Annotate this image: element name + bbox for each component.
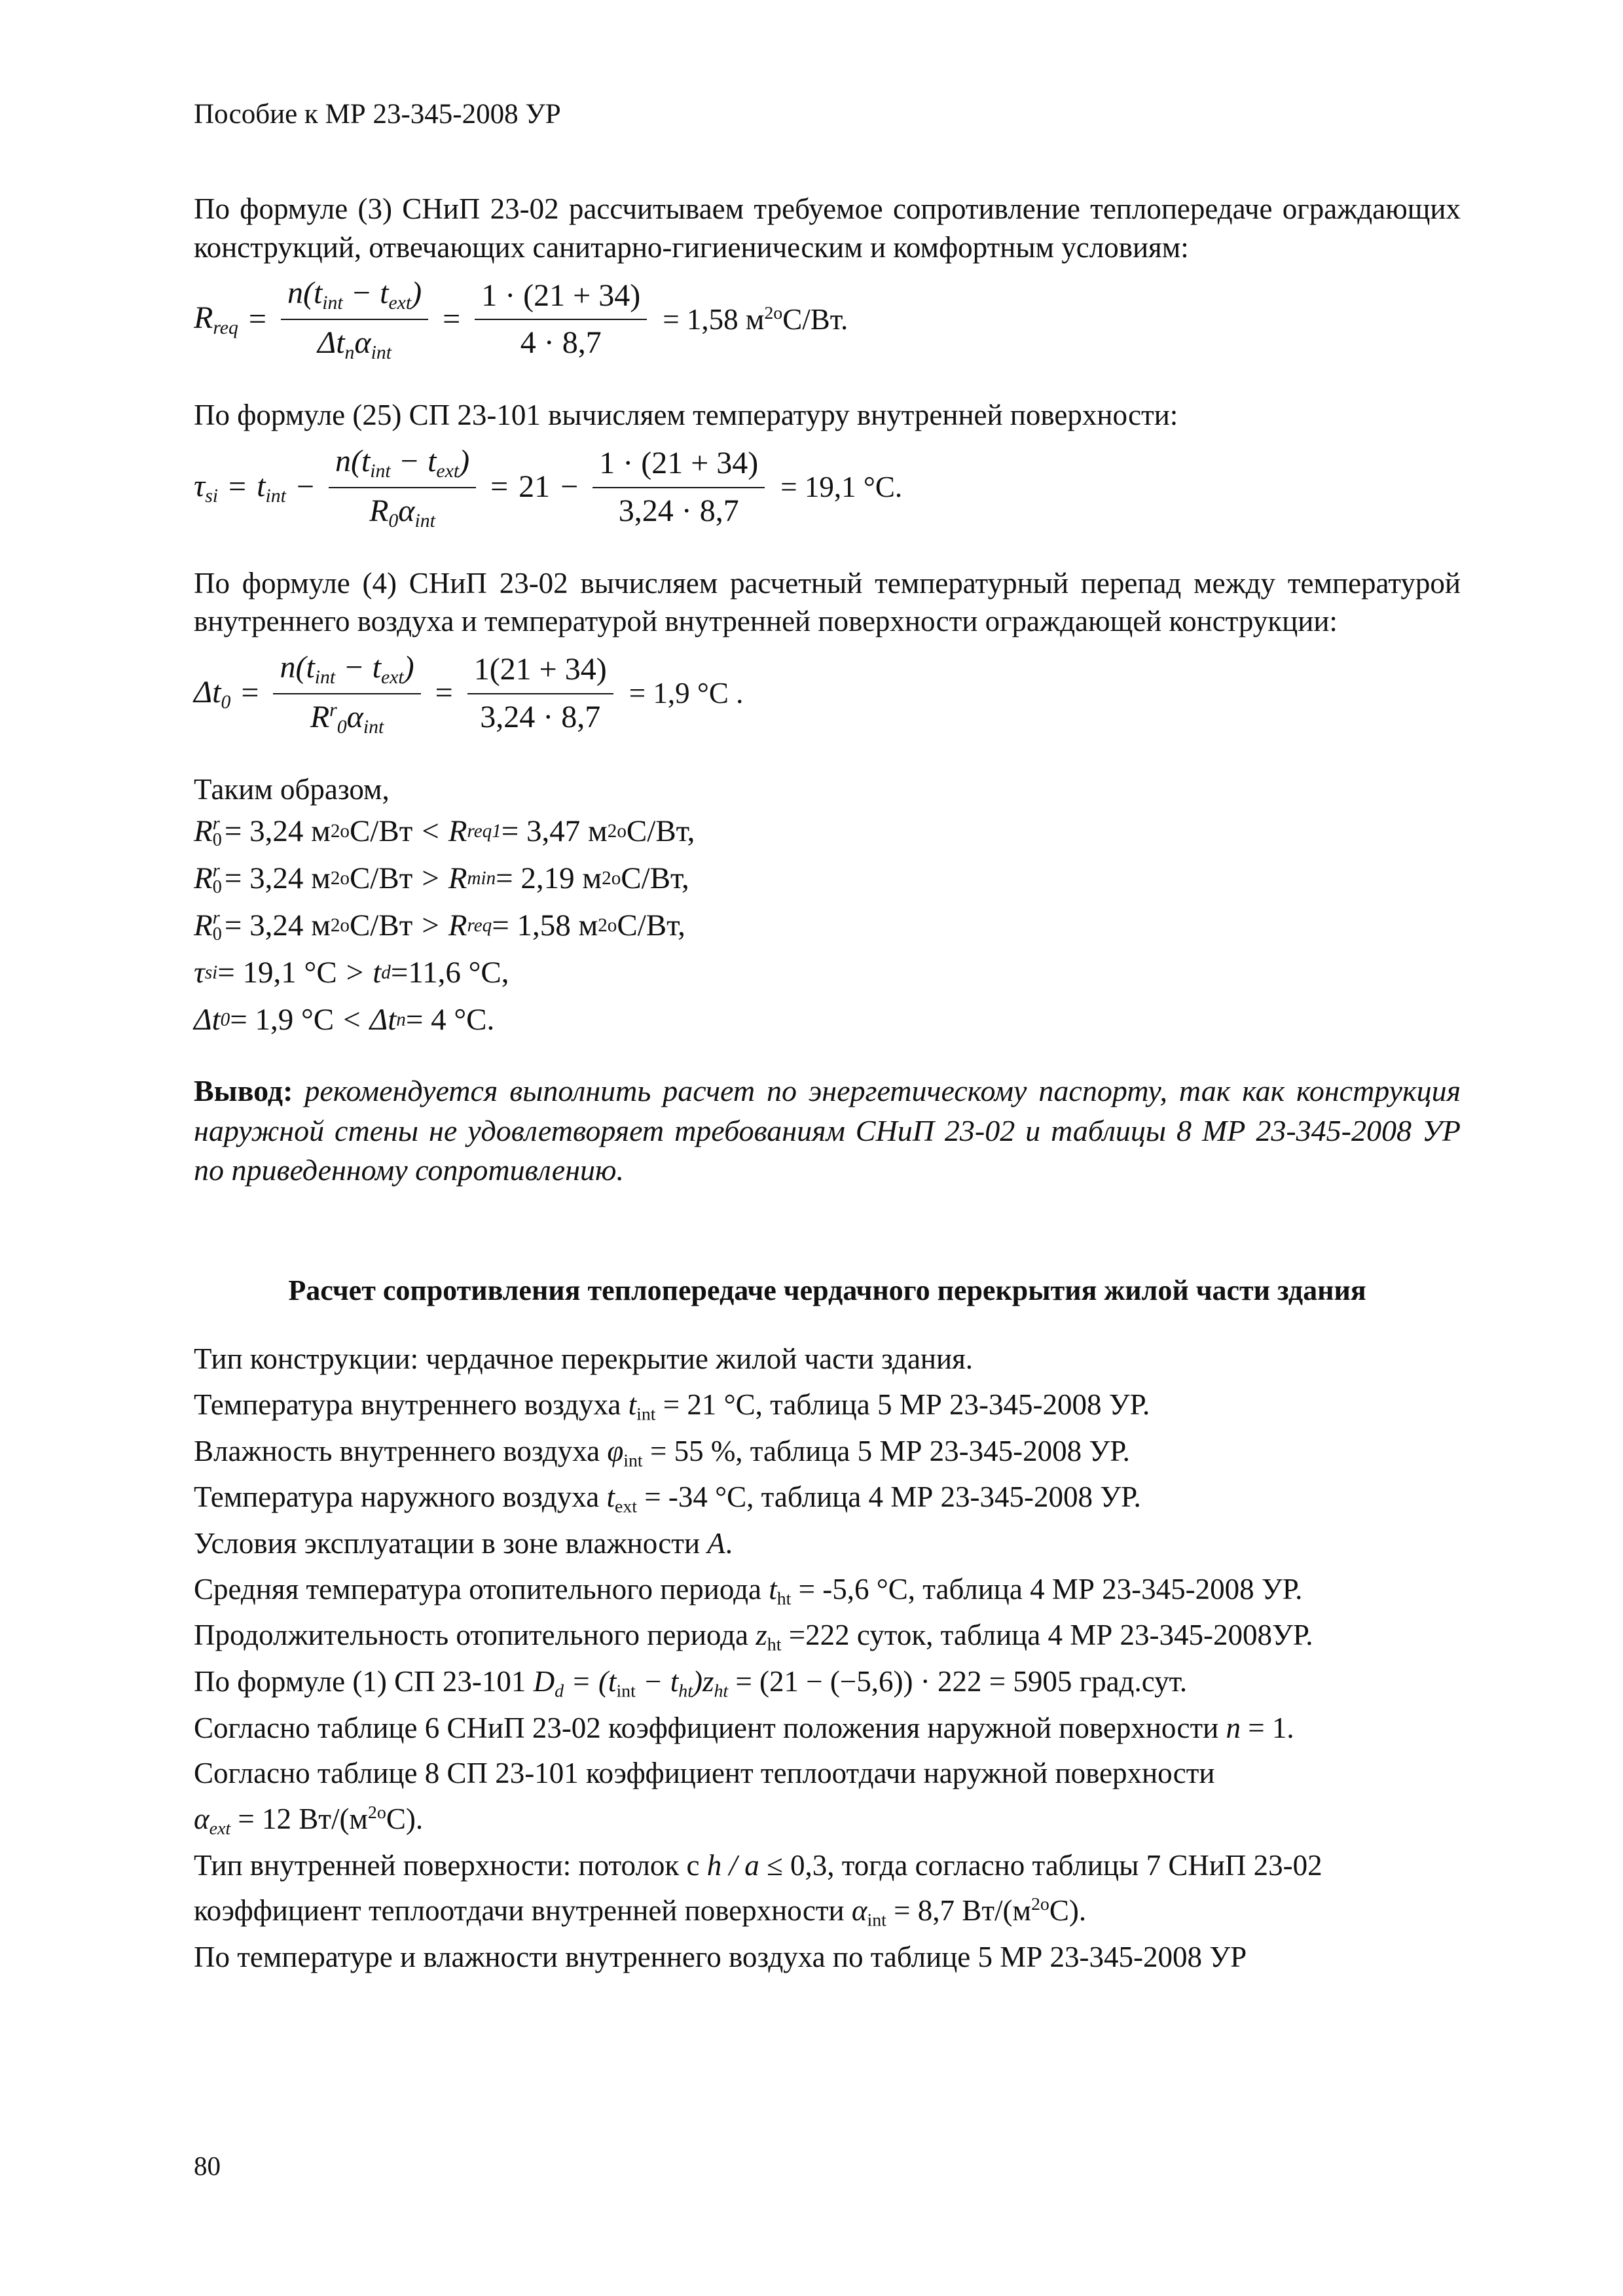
section-title: Расчет сопротивления теплопередаче чердачного перекрытия жилой части здания [288, 1274, 1366, 1307]
heating-period-temperature-line: Средняя температура отопительного периода $t_{ht} = -5,6$ °С, таблица 4 МР 23-345-2008 УР. [194, 1572, 1303, 1609]
formula-symbol: τ [194, 468, 206, 503]
formula-delta-t0: $\Delta t_0$ = $\frac{n(t_{int} - t_{ext})}{R^r_0\alpha_{int}}$ = $\frac{1(21 + 34)}{3,24 \cdot 8,7}$ = 1,9 °С . [194, 645, 1461, 743]
summary-comparison-line: R r 0 = 3,24 м 2o С/Вт < R req1 = 3,47 м 2o С/Вт, [194, 813, 695, 850]
internal-humidity-line: Влажность внутреннего воздуха $\varphi_{int} = 55$ %, таблица 5 МР 23-345-2008 УР. [194, 1434, 1130, 1471]
external-heat-transfer-value: $\alpha_{ext} = 12$ $Вт/(м^{2o}С)$. [194, 1803, 424, 1839]
summary-list [194, 808, 1461, 1044]
paragraph-formula-3-intro: По формуле (3) СНиП 23-02 рассчитываем требуемое сопротивление теплопередаче ограждающих конструкций, отвечающих санитарно-гигиеническим и комфортным условиям: [194, 192, 1461, 264]
paragraph-formula-25-intro: По формуле (25) СП 23-101 вычисляем температуру внутренней поверхности: [194, 399, 1178, 431]
summary-intro: Таким образом, [194, 772, 390, 806]
fraction: $\frac{n(t_{int} - t_{ext})}{\Delta t_n\alpha_{int}}$ [281, 273, 428, 365]
summary-comparison-line: R r 0 = 3,24 м 2o С/Вт > R req = 1,58 м 2o С/Вт, [194, 907, 685, 944]
internal-surface-type-line: Тип внутренней поверхности: потолок с h / a ≤ 0,3, тогда согласно таблицы 7 СНиП 23-02 [194, 1848, 1322, 1882]
formula-result: = 1,58 $м^{2o}С/Вт$. [663, 302, 848, 336]
page-number: 80 [194, 2151, 221, 2181]
external-temperature-line: Температура наружного воздуха $t_{ext} = -34$ °С, таблица 4 МР 23-345-2008 УР. [194, 1480, 1141, 1517]
formula-symbol: R [194, 300, 213, 336]
formula-r-req: $R_{req}$ = $\frac{n(t_{int} - t_{ext})}{\Delta t_n\alpha_{int}}$ = $\frac{1 \cdot (21 + 34)}{4 \cdot 8,7}$ = 1,58 $м^{2o}С/Вт$. [194, 270, 1461, 368]
internal-heat-transfer-line: коэффициент теплоотдачи внутренней поверхности $\alpha_{int} = 8,7$ $Вт/(м^{2o}С)$. [194, 1894, 1087, 1931]
final-line: По температуре и влажности внутреннего воздуха по таблице 5 МР 23-345-2008 УР [194, 1940, 1247, 1973]
surface-position-coefficient-line: Согласно таблице 6 СНиП 23-02 коэффициент положения наружной поверхности n = 1. [194, 1711, 1294, 1744]
fraction-numeric: $\frac{1 \cdot (21 + 34)}{4 \cdot 8,7}$ [475, 276, 647, 364]
paragraph-formula-4-intro: По формуле (4) СНиП 23-02 вычисляем расчетный температурный перепад между температурой внутреннего воздуха и температурой внутренней поверхности ограждающей конструкции: [194, 566, 1461, 637]
formula-result: = 1,9 °С . [629, 677, 744, 710]
internal-temperature-line: Температура внутреннего воздуха $t_{int} = 21$ °С, таблица 5 МР 23-345-2008 УР. [194, 1388, 1150, 1425]
summary-comparison-line: R r 0 = 3,24 м 2o С/Вт > R min = 2,19 м 2o С/Вт, [194, 860, 689, 897]
conclusion-text: рекомендуется выполнить расчет по энергетическому паспорту, так как конструкция наружной стены не удовлетворяет требованиям СНиП 23-02 и таблицы 8 МР 23-345-2008 УР по приведенному сопротивлению. [194, 1074, 1461, 1187]
formula-result: = 19,1 °С. [780, 471, 903, 504]
external-heat-transfer-line: Согласно таблице 8 СП 23-101 коэффициент теплоотдачи наружной поверхности [194, 1757, 1215, 1790]
conclusion-label: Вывод: [194, 1074, 293, 1107]
construction-type-line: Тип конструкции: чердачное перекрытие жилой части здания. [194, 1342, 974, 1376]
conclusion [194, 1071, 1461, 1191]
fraction-numeric: $\frac{1(21 + 34)}{3,24 \cdot 8,7}$ [467, 649, 613, 738]
running-header: Пособие к МР 23-345-2008 УР [194, 99, 561, 130]
fraction: $\frac{n(t_{int} - t_{ext})}{R^r_0\alpha_{int}}$ [273, 647, 420, 740]
degree-days-line: По формуле (1) СП 23-101 $D_d = (t_{int} - t_{ht})z_{ht} = (21 - (-5,6)) \cdot 222 = 5905$ град.сут. [194, 1664, 1188, 1702]
summary-comparison-line: τ si = 19,1 °С > t d =11,6 °С, [194, 956, 509, 990]
heating-period-duration-line: Продолжительность отопительного периода $z_{ht} =222$ суток, таблица 4 МР 23-345-2008УР. [194, 1619, 1313, 1655]
formula-symbol: Δt [194, 674, 221, 709]
humidity-zone-line: Условия эксплуатации в зоне влажности А. [194, 1526, 733, 1560]
formula-tau-si: $\tau_{si}$ = $t_{int}$ − $\frac{n(t_{int} - t_{ext})}{R_0\alpha_{int}}$ = 21 − $\frac{1 \cdot (21 + 34)}{3,24 \cdot 8,7}$ = 19,1 °С. [194, 439, 1461, 537]
fraction: $\frac{n(t_{int} - t_{ext})}{R_0\alpha_{int}}$ [329, 441, 476, 533]
summary-comparison-line: Δt 0 = 1,9 °С < Δt n = 4 °С. [194, 1003, 495, 1037]
page-content [194, 190, 1461, 1981]
fraction-numeric: $\frac{1 \cdot (21 + 34)}{3,24 \cdot 8,7}$ [593, 443, 765, 531]
